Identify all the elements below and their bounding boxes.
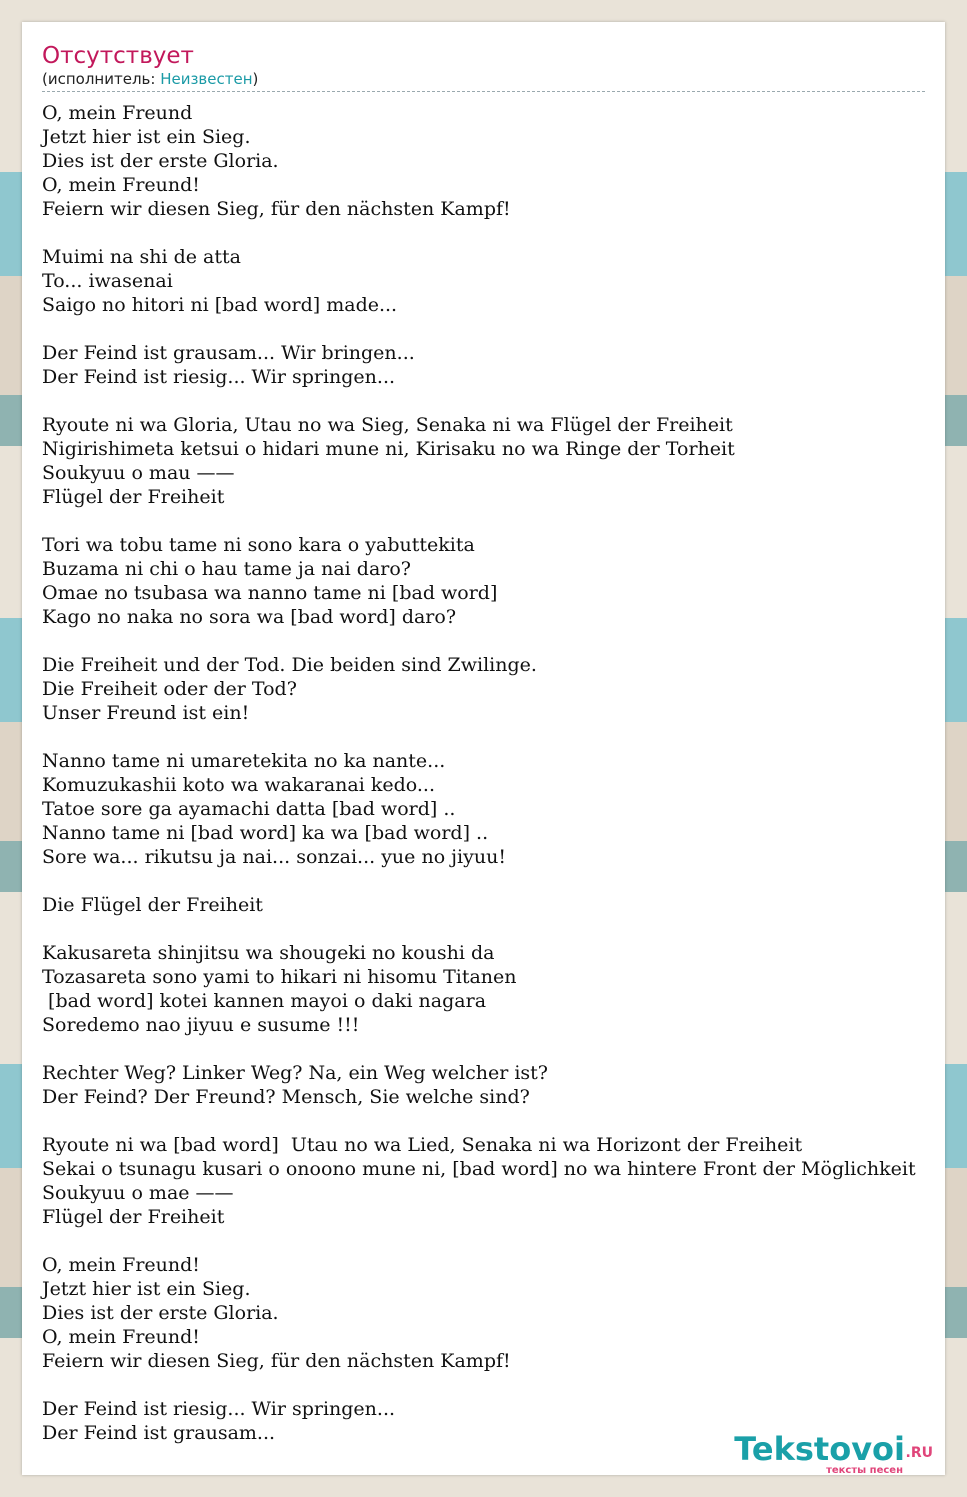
site-logo[interactable] [729,1431,939,1475]
logo-name: Tekstovoi [734,1430,905,1468]
artist-link[interactable]: Неизвестен [160,70,253,88]
lyrics-text: O, mein Freund Jetzt hier ist ein Sieg. Dies ist der erste Gloria. O, mein Freund! Feiern wir diesen Sieg, für den nächsten Kampf! Muimi na shi de atta To... iwasenai Saigo no hitori ni [bad word] made... Der Feind ist grausam... Wir bringen... Der Feind ist riesig... Wir springen... Ryoute ni wa Gloria, Utau no wa Sieg, Senaka ni wa Flügel der Freiheit Nigirishimeta ketsui o hidari mune ni, Kirisaku no wa Ringe der Torheit Soukyuu o mau —— Flügel der Freiheit Tori wa tobu tame ni sono kara o yabuttekita Buzama ni chi o hau tame ja nai daro? Omae no tsubasa wa nanno tame ni [bad word] Kago no naka no sora wa [bad word] daro? Die Freiheit und der Tod. Die beiden sind Zwilinge. Die Freiheit oder der Tod? Unser Freund ist ein! Nanno tame ni umaretekita no ka nante... Komuzukashii koto wa wakaranai kedo... Tatoe sore ga ayamachi datta [bad word] .. Nanno tame ni [bad word] ka wa [bad word] .. Sore wa... rikutsu ja nai... sonzai... yue no jiyuu! Die Flügel der Freiheit Kakusareta shinjitsu wa shougeki no koushi da Tozasareta sono yami to hikari ni hisomu Titanen [bad word] kotei kannen mayoi o daki nagara Soredemo nao jiyuu e susume !!! Rechter Weg? Linker Weg? Na, ein Weg welcher ist? Der Feind? Der Freund? Mensch, Sie welche sind? Ryoute ni wa [bad word] Utau no wa Lied, Senaka ni wa Horizont der Freiheit Sekai o tsunagu kusari o onoono mune ni, [bad word] no wa hintere Front der Möglichkeit Soukyuu o mae —— Flügel der Freiheit O, mein Freund! Jetzt hier ist ein Sieg. Dies ist der erste Gloria. O, mein Freund! Feiern wir diesen Sieg, für den nächsten Kampf! Der Feind ist riesig... Wir springen... Der Feind ist grausam... [42,102,916,1444]
logo-tld: .RU [905,1445,933,1461]
artist-line [42,70,925,89]
artist-prefix: (исполнитель: [42,70,161,88]
song-header [42,42,925,92]
song-title: Отсутствует [42,43,194,69]
artist-suffix: ) [252,70,259,88]
lyrics-card [22,22,945,1475]
logo-tagline: тексты песен [826,1465,903,1476]
